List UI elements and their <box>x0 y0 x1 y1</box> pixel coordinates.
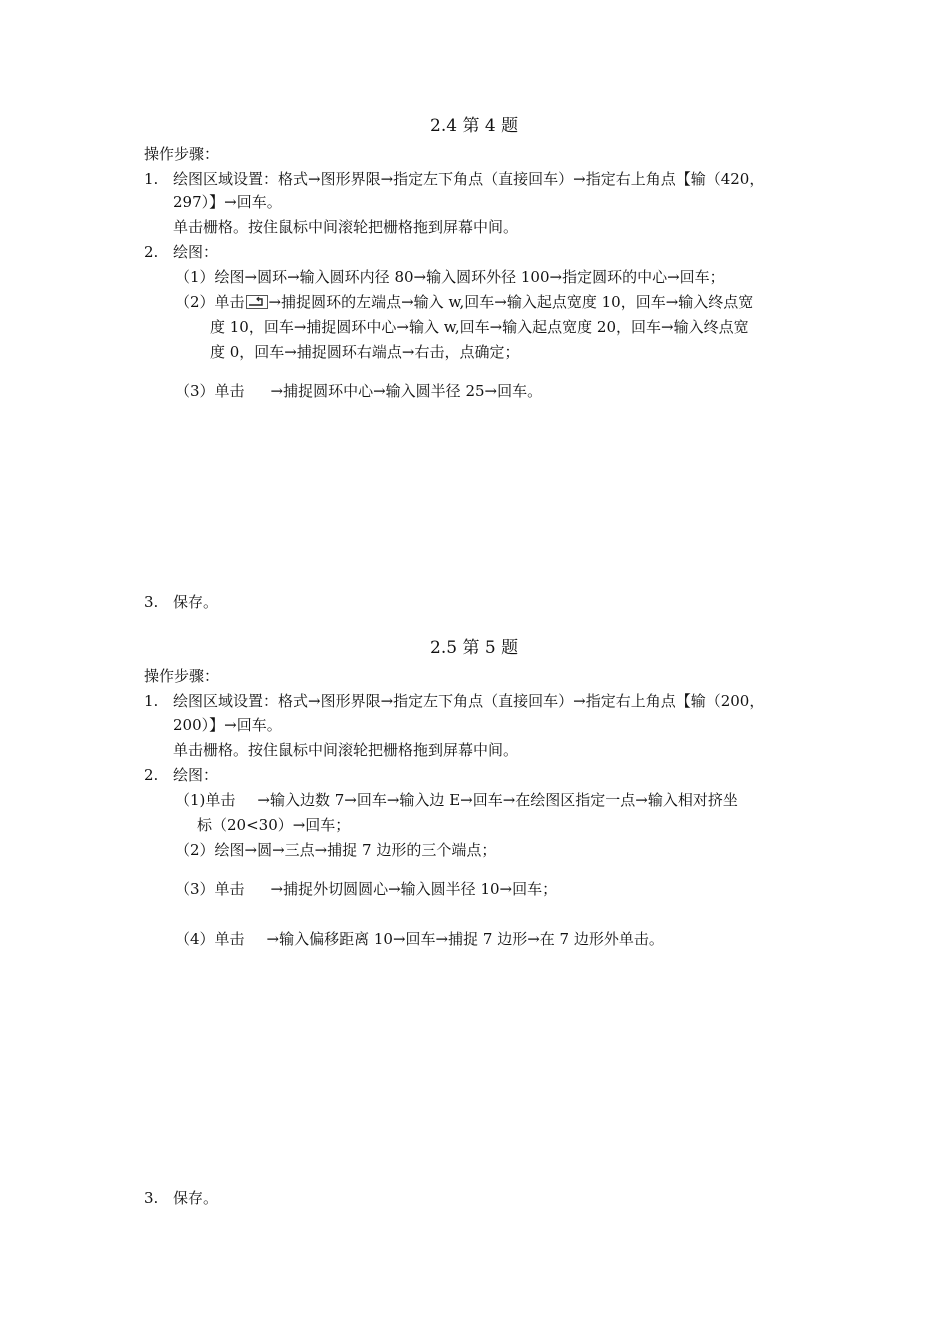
section-4-sub2-line3: 度 0，回车→捕捉圆环右端点→右击，点确定； <box>210 343 520 361</box>
section-4-sub3-prefix: （3）单击 <box>175 382 245 400</box>
section-5-sub1-line2: 标（20<30）→回车； <box>197 816 351 834</box>
section-4-step2-num: 2. <box>144 243 159 261</box>
polyline-tool-icon <box>246 295 268 309</box>
section-4-sub2-line1 <box>175 292 753 312</box>
section-4-step2-label: 绘图： <box>173 243 219 261</box>
section-5-steps-label: 操作步骤： <box>144 667 220 685</box>
section-5-sub3-rest: →捕捉外切圆圆心→输入圆半径 10→回车； <box>270 880 558 898</box>
section-5-sub1-rest: →输入边数 7→回车→输入边 E→回车→在绘图区指定一点→输入相对挤坐 <box>257 791 738 809</box>
section-4-step1-line3: 单击栅格。按住鼠标中间滚轮把栅格拖到屏幕中间。 <box>173 218 519 236</box>
section-4-sub2-line1-rest: →捕捉圆环的左端点→输入 w,回车→输入起点宽度 10，回车→输入终点宽 <box>268 293 754 311</box>
section-5-step2-num: 2. <box>144 766 159 784</box>
section-5-step1-line2: 200）】→回车。 <box>173 716 282 734</box>
section-4-sub3 <box>175 381 542 401</box>
section-5-sub4 <box>175 929 664 949</box>
section-5-sub4-rest: →输入偏移距离 10→回车→捕捉 7 边形→在 7 边形外单击。 <box>266 930 664 948</box>
section-4-step3-num: 3. <box>144 593 159 611</box>
section-4-step1-line1: 绘图区域设置：格式→图形界限→指定左下角点（直接回车）→指定右上角点【输（420， <box>173 170 765 188</box>
section-4-title: 2.4 第 4 题 <box>430 116 519 136</box>
section-5-step1-line1: 绘图区域设置：格式→图形界限→指定左下角点（直接回车）→指定右上角点【输（200， <box>173 692 765 710</box>
section-5-sub1-line1 <box>175 790 738 810</box>
section-5-step1-line3: 单击栅格。按住鼠标中间滚轮把栅格拖到屏幕中间。 <box>173 741 519 759</box>
section-5-sub3 <box>175 879 557 899</box>
section-5-step3-num: 3. <box>144 1189 159 1207</box>
section-5-sub1-prefix: （1)单击 <box>175 791 236 809</box>
section-5-title: 2.5 第 5 题 <box>430 638 519 658</box>
section-4-sub2-prefix: （2）单击 <box>175 293 245 311</box>
section-5-sub2: （2）绘图→圆→三点→捕捉 7 边形的三个端点； <box>175 841 497 859</box>
section-5-step3-label: 保存。 <box>173 1189 219 1207</box>
section-4-step1-num: 1. <box>144 170 159 188</box>
section-4-step3-label: 保存。 <box>173 593 219 611</box>
section-4-steps-label: 操作步骤： <box>144 145 220 163</box>
section-4-sub2-line2: 度 10，回车→捕捉圆环中心→输入 w,回车→输入起点宽度 20，回车→输入终点宽 <box>210 318 749 336</box>
section-4-step1-line2: 297）】→回车。 <box>173 193 282 211</box>
section-5-sub4-prefix: （4）单击 <box>175 930 245 948</box>
section-5-sub3-prefix: （3）单击 <box>175 880 245 898</box>
section-5-step2-label: 绘图： <box>173 766 219 784</box>
section-4-sub3-rest: →捕捉圆环中心→输入圆半径 25→回车。 <box>270 382 543 400</box>
section-5-step1-num: 1. <box>144 692 159 710</box>
section-4-sub1: （1）绘图→圆环→输入圆环内径 80→输入圆环外径 100→指定圆环的中心→回车； <box>175 268 725 286</box>
